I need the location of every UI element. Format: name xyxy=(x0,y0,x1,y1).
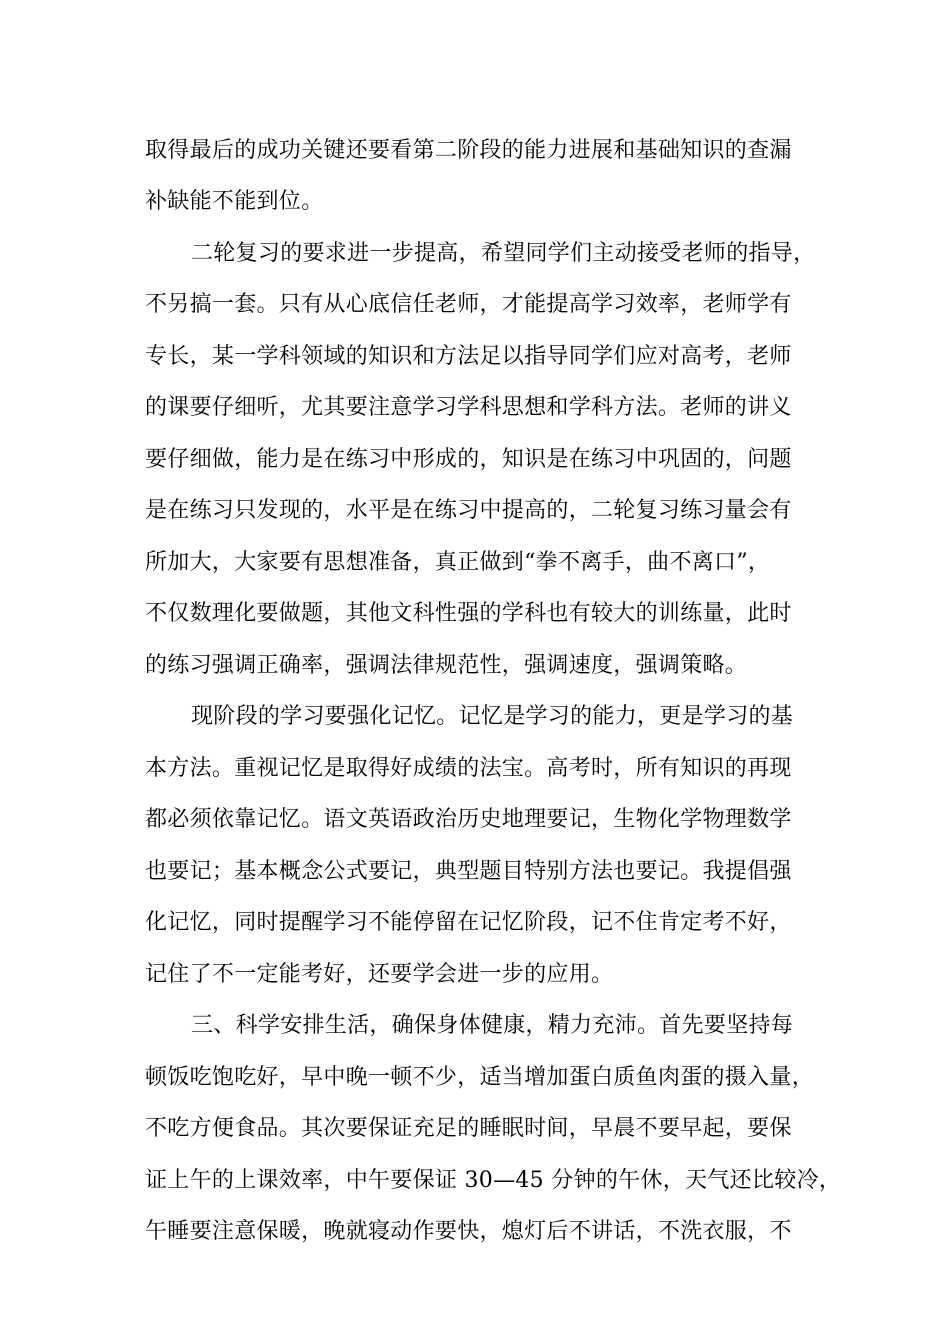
paragraph-1-line-1: 取得最后的成功关键还要看第二阶段的能力进展和基础知识的查漏 xyxy=(145,138,792,163)
paragraph-2-line-9: 的练习强调正确率，强调法律规范性，强调速度，强调策略。 xyxy=(145,653,748,678)
paragraph-2-line-3: 专长，某一学科领域的知识和方法足以指导同学们应对高考，老师 xyxy=(145,344,792,369)
paragraph-3-line-1: 现阶段的学习要强化记忆。记忆是学习的能力，更是学习的基 xyxy=(191,704,794,729)
paragraph-3-line-6: 记住了不一定能考好，还要学会进一步的应用。 xyxy=(145,962,614,987)
paragraph-2-line-8: 不仅数理化要做题，其他文科性强的学科也有较大的训练量，此时 xyxy=(145,601,792,626)
paragraph-3-line-3: 都必须依靠记忆。语文英语政治历史地理要记，生物化学物理数学 xyxy=(145,807,792,832)
paragraph-4-line-5: 午睡要注意保暖，晚就寝动作要快，熄灯后不讲话，不洗衣服，不 xyxy=(145,1219,792,1244)
paragraph-2-line-1: 二轮复习的要求进一步提高，希望同学们主动接受老师的指导， xyxy=(191,241,816,266)
paragraph-4-line-1: 三、科学安排生活，确保身体健康，精力充沛。首先要坚持每 xyxy=(191,1013,794,1038)
paragraph-2-line-5: 要仔细做，能力是在练习中形成的，知识是在练习中巩固的，问题 xyxy=(145,447,792,472)
paragraph-4-line-2: 顿饭吃饱吃好，早中晚一顿不少，适当增加蛋白质鱼肉蛋的摄入量， xyxy=(145,1065,815,1090)
paragraph-3-line-4: 也要记；基本概念公式要记，典型题目特别方法也要记。我提倡强 xyxy=(145,859,792,884)
paragraph-4-line-4: 证上午的上课效率，中午要保证 30—45 分钟的午休，天气还比较冷， xyxy=(145,1168,842,1193)
paragraph-2-line-4: 的课要仔细听，尤其要注意学习学科思想和学科方法。老师的讲义 xyxy=(145,395,792,420)
paragraph-2-line-6: 是在练习只发现的，水平是在练习中提高的，二轮复习练习量会有 xyxy=(145,498,792,523)
paragraph-2-line-7: 所加大，大家要有思想准备，真正做到“拳不离手，曲不离口”， xyxy=(145,550,771,575)
paragraph-3-line-2: 本方法。重视记忆是取得好成绩的法宝。高考时，所有知识的再现 xyxy=(145,756,792,781)
paragraph-4-line-3: 不吃方便食品。其次要保证充足的睡眠时间，早晨不要早起，要保 xyxy=(145,1116,792,1141)
paragraph-1-line-2: 补缺能不能到位。 xyxy=(145,189,324,214)
paragraph-2-line-2: 不另搞一套。只有从心底信任老师，才能提高学习效率，老师学有 xyxy=(145,292,792,317)
paragraph-3-line-5: 化记忆，同时提醒学习不能停留在记忆阶段，记不住肯定考不好， xyxy=(145,910,792,935)
